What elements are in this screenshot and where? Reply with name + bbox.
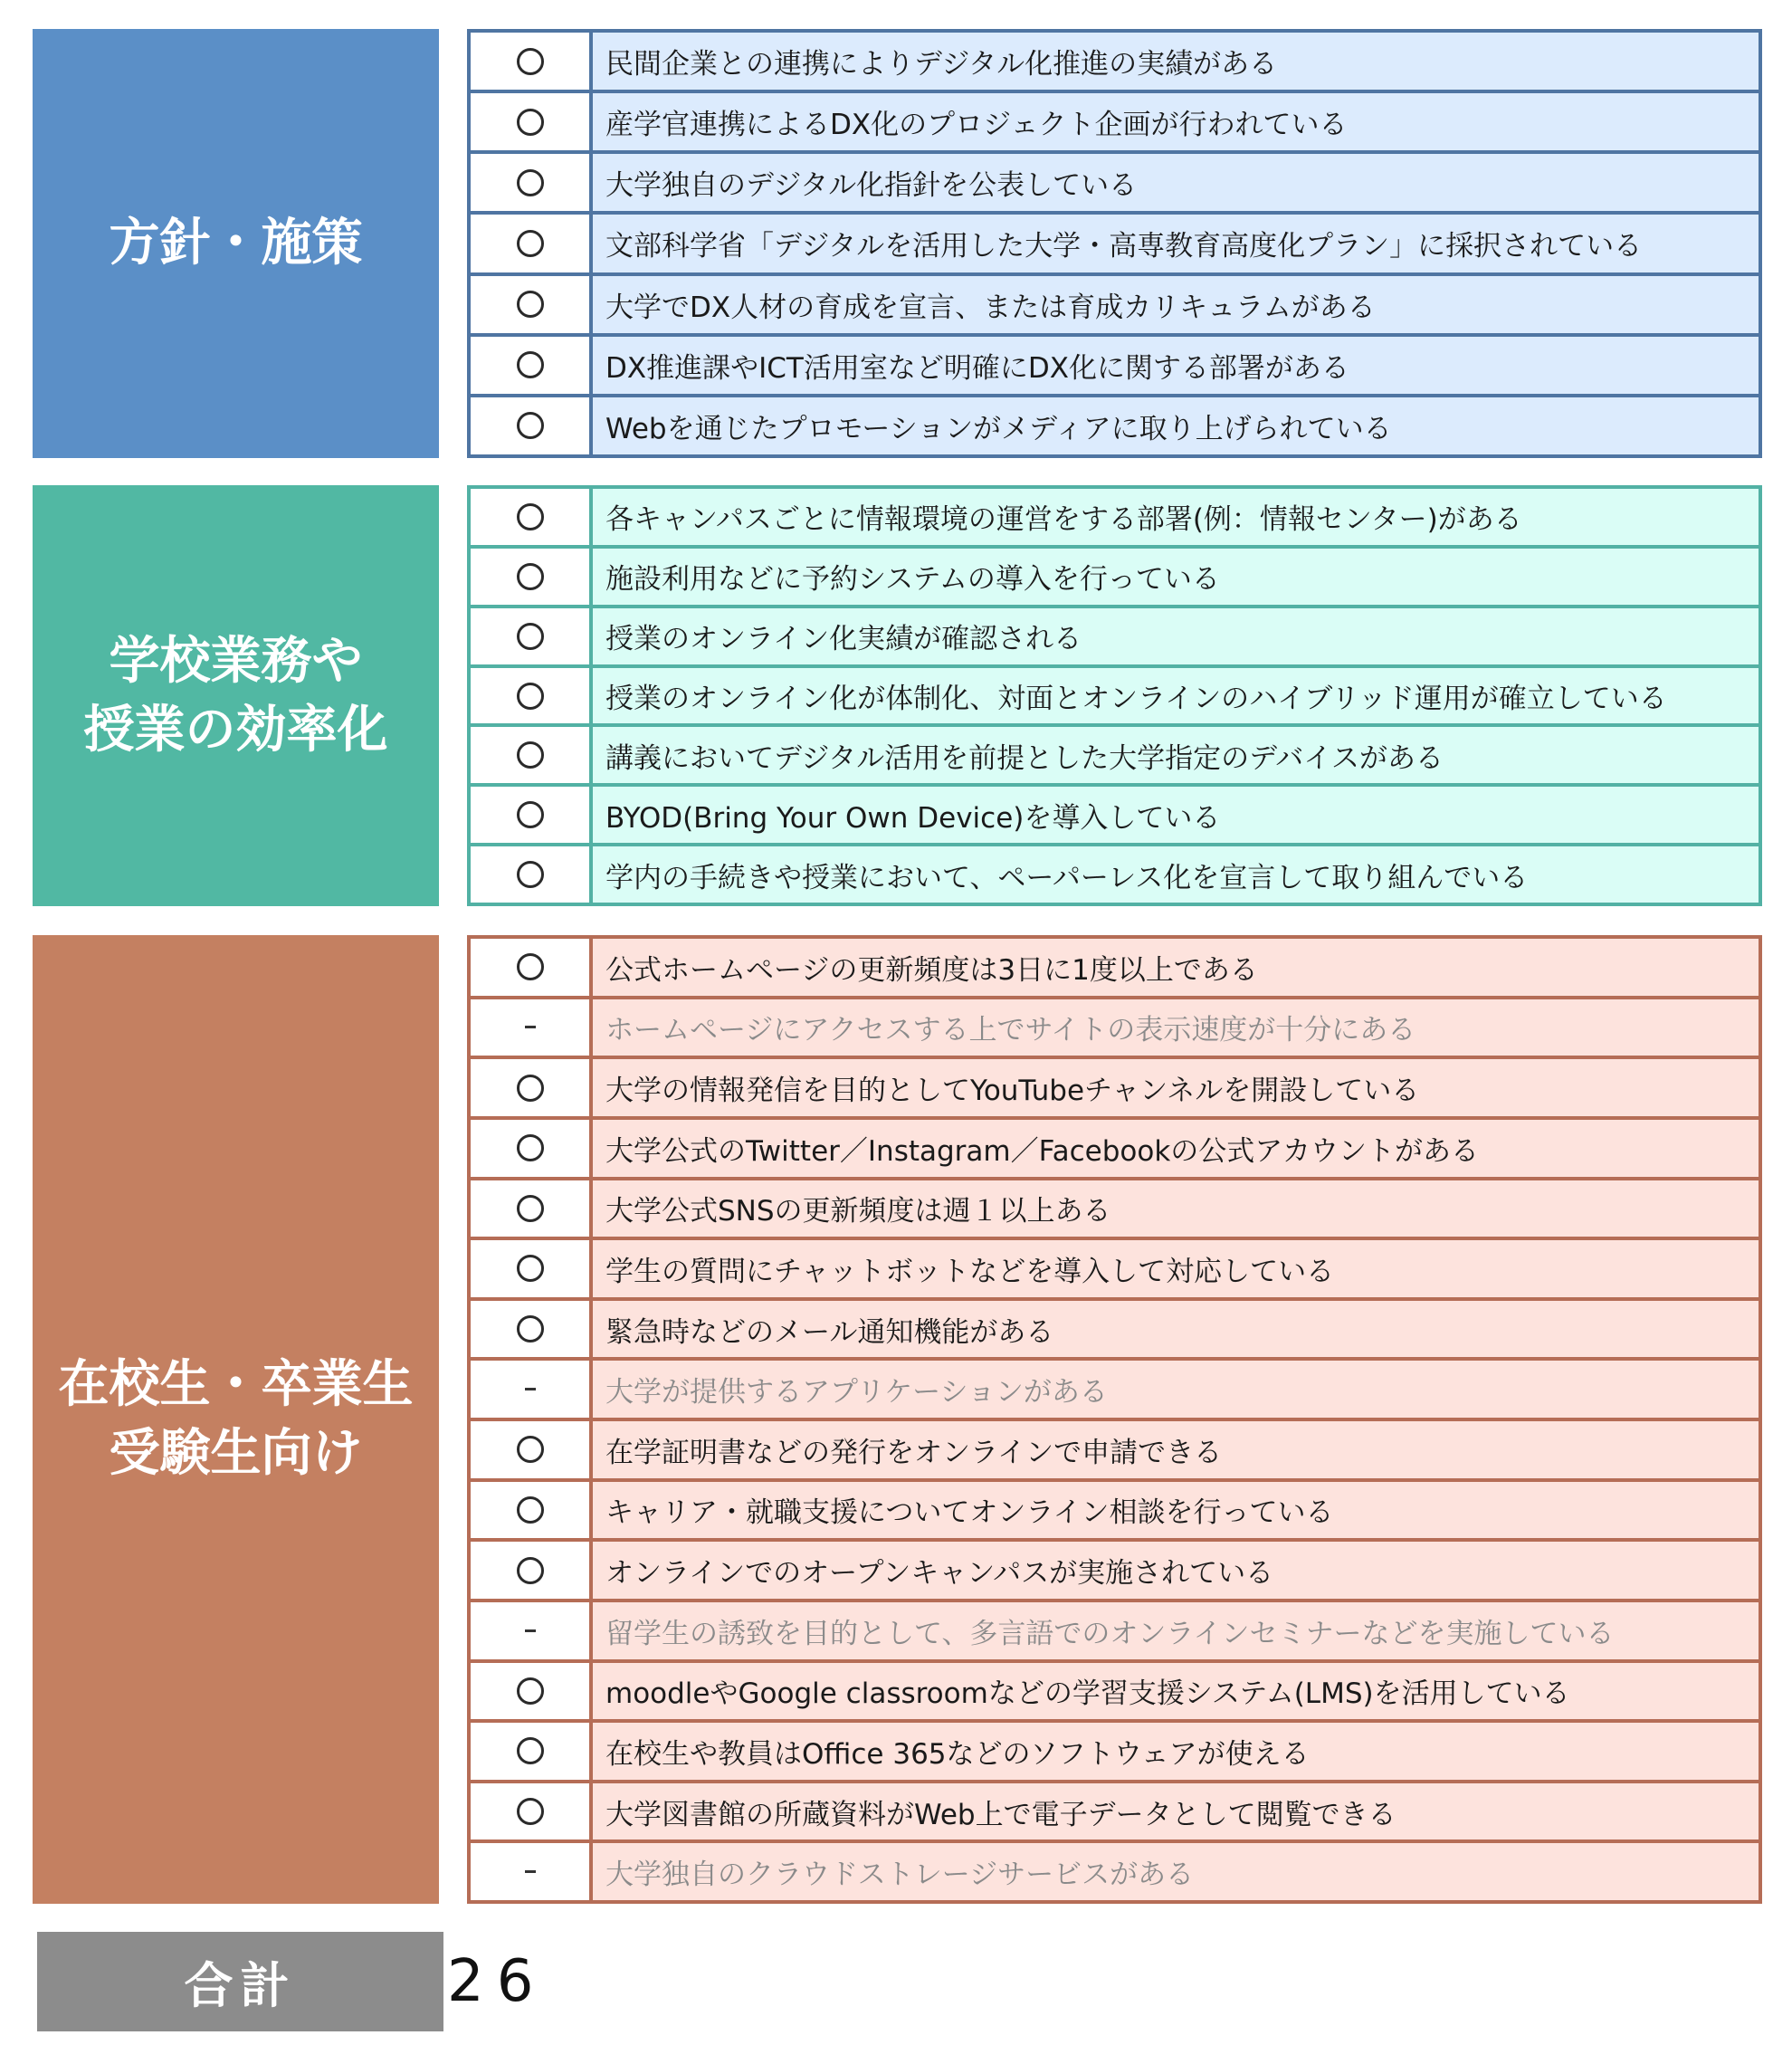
- checklist-row: [471, 1482, 1759, 1539]
- checklist-row: [471, 1301, 1759, 1358]
- mark-cell: [471, 154, 589, 211]
- circle-icon: [517, 1134, 544, 1161]
- category-label-policy: [33, 29, 439, 458]
- circle-icon: [517, 169, 544, 196]
- checklist-rows: [467, 29, 1762, 458]
- mark-cell: [471, 1421, 589, 1478]
- circle-icon: [517, 1557, 544, 1584]
- circle-icon: [517, 953, 544, 980]
- checklist-row: [471, 1542, 1759, 1599]
- mark-cell: [471, 939, 589, 996]
- checklist-row: [471, 154, 1759, 211]
- checklist-row: [471, 1240, 1759, 1297]
- category-line: 学校業務や: [109, 631, 363, 691]
- circle-icon: [517, 1737, 544, 1764]
- mark-cell: [471, 276, 589, 333]
- category-label-efficiency: [33, 485, 439, 906]
- checklist-rows: [467, 935, 1762, 1904]
- circle-icon: [517, 503, 544, 530]
- mark-cell: [471, 846, 589, 903]
- item-text: 大学独自のクラウドストレージサービスがある: [593, 1843, 1759, 1900]
- checklist-row: [471, 1361, 1759, 1418]
- checklist-row: [471, 489, 1759, 545]
- circle-icon: [517, 1075, 544, 1102]
- item-text: Webを通じたプロモーションがメディアに取り上げられている: [593, 397, 1759, 454]
- category-label-students: [33, 935, 439, 1904]
- item-text: DX推進課やICT活用室など明確にDX化に関する部署がある: [593, 337, 1759, 394]
- circle-icon: [517, 48, 544, 75]
- circle-icon: [517, 1496, 544, 1524]
- checklist-row: [471, 93, 1759, 150]
- checklist-row: [471, 727, 1759, 783]
- checklist-row: [471, 1602, 1759, 1659]
- circle-icon: [517, 1315, 544, 1343]
- mark-cell: [471, 215, 589, 272]
- mark-cell: [471, 727, 589, 783]
- mark-cell: [471, 337, 589, 394]
- mark-cell: [471, 1663, 589, 1720]
- item-text: 各キャンパスごとに情報環境の運営をする部署(例：情報センター)がある: [593, 489, 1759, 545]
- item-text: 大学が提供するアプリケーションがある: [593, 1361, 1759, 1418]
- mark-cell: [471, 1482, 589, 1539]
- mark-cell: [471, 1843, 589, 1900]
- checklist-row: [471, 846, 1759, 903]
- circle-icon: [517, 412, 544, 439]
- circle-icon: [517, 801, 544, 828]
- mark-cell: [471, 1301, 589, 1358]
- item-text: 留学生の誘致を目的として、多言語でのオンラインセミナーなどを実施している: [593, 1602, 1759, 1659]
- checklist-row: [471, 1723, 1759, 1780]
- checklist-row: [471, 1783, 1759, 1840]
- category-line: 受験生向け: [109, 1424, 363, 1483]
- circle-icon: [517, 109, 544, 136]
- item-text: 大学でDX人材の育成を宣言、または育成カリキュラムがある: [593, 276, 1759, 333]
- checklist-row: [471, 1180, 1759, 1237]
- circle-icon: [517, 563, 544, 590]
- category-line: 授業の効率化: [83, 700, 388, 760]
- total-row: [37, 1932, 443, 2031]
- circle-icon: [517, 683, 544, 710]
- circle-icon: [517, 1255, 544, 1282]
- item-text: ホームページにアクセスする上でサイトの表示速度が十分にある: [593, 999, 1759, 1056]
- dash-icon: [525, 1026, 536, 1028]
- item-text: 大学の情報発信を目的としてYouTubeチャンネルを開設している: [593, 1059, 1759, 1116]
- checklist-row: [471, 1843, 1759, 1900]
- item-text: 公式ホームページの更新頻度は3日に1度以上である: [593, 939, 1759, 996]
- total-value: 26: [447, 1948, 547, 2015]
- mark-cell: [471, 1361, 589, 1418]
- circle-icon: [517, 351, 544, 378]
- circle-icon: [517, 1798, 544, 1825]
- section-students: [33, 935, 1762, 1904]
- checklist-row: [471, 668, 1759, 724]
- checklist-row: [471, 939, 1759, 996]
- item-text: オンラインでのオープンキャンパスが実施されている: [593, 1542, 1759, 1599]
- item-text: 大学公式SNSの更新頻度は週１以上ある: [593, 1180, 1759, 1237]
- checklist-rows: [467, 485, 1762, 906]
- item-text: 在校生や教員はOffice 365などのソフトウェアが使える: [593, 1723, 1759, 1780]
- item-text: 学生の質問にチャットボットなどを導入して対応している: [593, 1240, 1759, 1297]
- mark-cell: [471, 1542, 589, 1599]
- item-text: 在学証明書などの発行をオンラインで申請できる: [593, 1421, 1759, 1478]
- category-line: 方針・施策: [109, 214, 363, 272]
- item-text: 大学図書館の所蔵資料がWeb上で電子データとして閲覧できる: [593, 1783, 1759, 1840]
- checklist-row: [471, 337, 1759, 394]
- item-text: 講義においてデジタル活用を前提とした大学指定のデバイスがある: [593, 727, 1759, 783]
- item-text: 産学官連携によるDX化のプロジェクト企画が行われている: [593, 93, 1759, 150]
- mark-cell: [471, 1059, 589, 1116]
- item-text: 大学公式のTwitter／Instagram／Facebookの公式アカウントがある: [593, 1120, 1759, 1177]
- mark-cell: [471, 1723, 589, 1780]
- mark-cell: [471, 668, 589, 724]
- checklist-row: [471, 33, 1759, 90]
- item-text: moodleやGoogle classroomなどの学習支援システム(LMS)を活用している: [593, 1663, 1759, 1720]
- circle-icon: [517, 1436, 544, 1463]
- item-text: 授業のオンライン化実績が確認される: [593, 608, 1759, 664]
- mark-cell: [471, 608, 589, 664]
- checklist-row: [471, 1120, 1759, 1177]
- circle-icon: [517, 230, 544, 257]
- dash-icon: [525, 1388, 536, 1390]
- circle-icon: [517, 861, 544, 888]
- checklist-row: [471, 549, 1759, 605]
- circle-icon: [517, 1195, 544, 1222]
- section-policy: [33, 29, 1762, 458]
- item-text: 文部科学省「デジタルを活用した大学・高専教育高度化プラン」に採択されている: [593, 215, 1759, 272]
- checklist-row: [471, 1421, 1759, 1478]
- mark-cell: [471, 549, 589, 605]
- checklist-row: [471, 215, 1759, 272]
- circle-icon: [517, 291, 544, 318]
- dash-icon: [525, 1870, 536, 1873]
- dash-icon: [525, 1629, 536, 1632]
- item-text: BYOD(Bring Your Own Device)を導入している: [593, 787, 1759, 843]
- section-efficiency: [33, 485, 1762, 906]
- mark-cell: [471, 787, 589, 843]
- item-text: 施設利用などに予約システムの導入を行っている: [593, 549, 1759, 605]
- mark-cell: [471, 1120, 589, 1177]
- checklist-row: [471, 1059, 1759, 1116]
- checklist-row: [471, 608, 1759, 664]
- item-text: キャリア・就職支援についてオンライン相談を行っている: [593, 1482, 1759, 1539]
- item-text: 大学独自のデジタル化指針を公表している: [593, 154, 1759, 211]
- checklist-row: [471, 787, 1759, 843]
- item-text: 緊急時などのメール通知機能がある: [593, 1301, 1759, 1358]
- circle-icon: [517, 1677, 544, 1705]
- item-text: 授業のオンライン化が体制化、対面とオンラインのハイブリッド運用が確立している: [593, 668, 1759, 724]
- mark-cell: [471, 33, 589, 90]
- mark-cell: [471, 999, 589, 1056]
- checklist-row: [471, 397, 1759, 454]
- circle-icon: [517, 741, 544, 769]
- mark-cell: [471, 1180, 589, 1237]
- checklist-row: [471, 999, 1759, 1056]
- mark-cell: [471, 1240, 589, 1297]
- checklist-row: [471, 276, 1759, 333]
- category-line: 在校生・卒業生: [58, 1355, 414, 1414]
- circle-icon: [517, 623, 544, 650]
- mark-cell: [471, 1783, 589, 1840]
- total-label: 合計: [37, 1932, 443, 2031]
- mark-cell: [471, 397, 589, 454]
- mark-cell: [471, 93, 589, 150]
- item-text: 学内の手続きや授業において、ペーパーレス化を宣言して取り組んでいる: [593, 846, 1759, 903]
- item-text: 民間企業との連携によりデジタル化推進の実績がある: [593, 33, 1759, 90]
- mark-cell: [471, 489, 589, 545]
- checklist-row: [471, 1663, 1759, 1720]
- mark-cell: [471, 1602, 589, 1659]
